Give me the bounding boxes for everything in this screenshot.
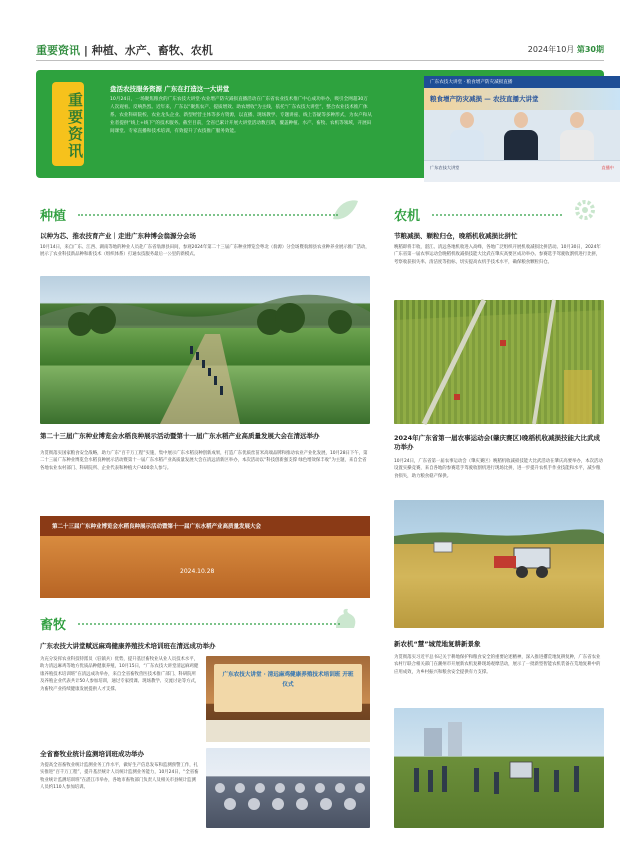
land-reclamation-photo — [394, 708, 604, 828]
planting-heading: 种植 — [40, 209, 67, 224]
section-topics: 种植、水产、畜牧、农机 — [91, 44, 213, 57]
guest-figure — [560, 112, 594, 160]
expert-figure — [504, 112, 538, 160]
aerial-fields-illustration — [394, 300, 604, 424]
planting-section-header — [40, 205, 370, 229]
machinery-heading: 农机 — [394, 209, 421, 224]
livestock-article-1-text: 为充分发挥农业科技特派员（驻镇兵）优势，提升基层畜牧业从业人员技术水平，助力清远麻鸡等地方优质品种健康养殖，10月15日，“广东农技大讲堂清远麻鸡健康养殖技术培训班”在清远成功举办，来自全省畜牧兽医技术推广部门、科研院所及养殖企业代表共计50人参加培训，通过专家授课、现场教学、交流讨论等方式，为畜牧产业持续健康发展提供人才支撑。 — [40, 657, 200, 692]
crowd-field-illustration — [394, 708, 604, 828]
host-figure — [450, 112, 484, 160]
livestock-heading: 畜牧 — [40, 618, 67, 633]
machinery-article-2-text: 10月24日，广东省第一届农事运动会（肇庆赛区）晚稻机收减损技能大比武活动在肇庆高要举办，本次活动设置实操竞赛，来自各地的参赛选手驾驶收割机进行现场比拼，进一步提升农机手作业技能和水平，减少粮食损失，助力粮食稳产保供。 — [394, 459, 603, 479]
livestream-photo — [424, 76, 620, 182]
planting-divider — [78, 214, 338, 216]
issue-date: 2024年10月 — [527, 45, 575, 54]
training-opening-photo — [206, 656, 370, 742]
livestock-article-1-title: 广东农技大讲堂赋远麻鸡健康养殖技术培训班在清远成功举办 — [40, 642, 216, 650]
machinery-article-2-title: 2024年广东省第一届农事运动会(肇庆赛区)晚稻机收减损技能大比武成功举办 — [394, 434, 601, 451]
livestock-article-2-text: 为提高全省畜牧业统计监测业务工作水平，做好生产信息发布和监测预警工作，扎实推进“百千万工程”，提升基层统计人员统计监测业务能力，10月24日，“全省畜牧业统计监测培训班”在湛江市举办，各地市畜牧部门负责人及相关市县统计监测人员约110人参加培训。 — [40, 763, 199, 791]
harvester-contest-photo — [394, 500, 604, 628]
livestock-section-header — [40, 614, 370, 638]
header-divider — [36, 60, 604, 61]
livestream-backdrop-text: 粮食增产防灾减损 — 农技直播大讲堂 — [430, 95, 539, 103]
feature-banner — [36, 70, 614, 178]
planting-article-2-text: 为贯彻落实国家粮食安全战略，助力广东“百千万工程”实施，集中展示广东水稻良种创新成果，打造广东优质丝苗米高端品牌和推动农业产业化发展，10月28日下午，第二十三届广东种业博览会水稻良种展示活动暨第十一届广东水稻产业高质量发展大会在清远清新区举办，本次活动以“科技创新强支撑 绿色增效保丰收”为主题，来自全省各地农业农村部门、科研院所、企业代表和种植大户400余人参与。 — [40, 451, 368, 471]
statistics-training-photo — [206, 748, 370, 828]
planting-article-1-title: 以种为芯、推农技育产业｜走进广东种博会翁源分会场 — [40, 232, 196, 240]
machinery-article-1-text: 晚稻即将丰收，湛江、清远各地机收进入高峰，各地广泛组织开展机收减损比拼活动。10月30日，2024年广东省第一届农事运动会晚稻机收减损技能大比武在肇庆高要区成功举办。参赛选手驾驶收割机进行比拼，考察收获损失率、清洁度等指标，切实提高农机手技术水平，确保粮食颗粒归仓。 — [394, 245, 601, 265]
issue-number: 第30期 — [576, 45, 604, 54]
livestream-top-caption: 广东农技大讲堂 · 粮食增产防灾减损直播 — [424, 76, 620, 88]
livestream-backdrop — [424, 88, 620, 110]
audience-illustration — [206, 748, 370, 828]
section-name: 重要资讯 — [36, 44, 80, 57]
livestock-divider — [78, 623, 340, 625]
livestream-bar-left: 广东农技大讲堂 — [430, 165, 460, 170]
machinery-article-3-title: 新农机“慧”城荒地复耕新景象 — [394, 640, 481, 648]
machinery-divider — [432, 214, 562, 216]
leaf-icon — [330, 197, 360, 223]
livestream-bar — [424, 160, 620, 182]
conference-stage-photo — [40, 516, 370, 598]
livestock-article-2-title: 全省畜牧业统计监测培训班成功举办 — [40, 750, 144, 758]
planting-article-2-title: 第二十三届广东种业博览会水稻良种展示活动暨第十一届广东水稻产业高质量发展大会在清远举办 — [40, 432, 320, 440]
banner-label: 重要资讯 — [52, 82, 84, 166]
section-separator: | — [83, 44, 88, 57]
banner-text: 10月24日，一场聚焦粮食的广东农技大讲堂·农业增产防灾减损直播活动在广东省农业技术推广中心成功举办，吸引全网超30万人次观看。反响热烈。近年来，广东以“聚焦农产、提质增效、助农增收”为主线，依托“广东农技大讲堂”，整合农业技术推广体系、农业科研院校、农业龙头企业、新型经营主体等多方资源，以直播、现场教学、专题讲座、线上答疑等多种形式，为农户和从业者提供“线上+线下”的技术服务。截至目前，全省已累计开展大讲堂活动数百期，覆盖种植、水产、畜牧、农机等领域，开展田间课堂、专家直播和技术培训，有效提升了农技推广服务效能。 — [110, 97, 372, 134]
section-title — [36, 42, 213, 58]
harvester-illustration — [394, 500, 604, 628]
field-visit-photo — [40, 276, 370, 424]
page-header — [36, 40, 604, 60]
banner-title: 盘活农技服务资源 广东在打造这一大讲堂 — [110, 85, 230, 93]
rooster-icon — [330, 606, 360, 632]
livestream-bar-right: 直播中 — [601, 165, 614, 170]
conference-date: 2024.10.28 — [180, 568, 215, 575]
field-visit-illustration — [40, 276, 370, 424]
gear-icon — [570, 197, 600, 223]
rice-harvest-aerial-photo — [394, 300, 604, 424]
issue-info — [528, 44, 604, 55]
machinery-section-header — [394, 205, 604, 229]
conference-backdrop-text: 第二十三届广东种业博览会水稻良种展示活动暨第十一届广东水稻产业高质量发展大会 — [52, 524, 262, 530]
machinery-article-1-title: 节粮减损、颗粒归仓，晚稻机收减损比拼忙 — [394, 232, 518, 240]
planting-article-1-text: 10月14日，来自广东、江西、湖南等地的种业人员赴广东省翁源县田间，参观2024年第二十三届广东种业博览会粤北（翁源）分会场暨翁源县农业种养业展示推广活动，展示了农业科技新品种和新技术（组织体系）打通农技服务最后一公里的新模式。 — [40, 245, 370, 258]
training-sign-text: 广东农技大讲堂 · 清远麻鸡健康养殖技术培训班 开班仪式 — [222, 672, 354, 688]
machinery-article-3-text: 为贯彻落实习近平总书记关于耕地保护和粮食安全的重要论述精神，深入推进撂荒地复耕复种，广东省农业农村厅联合相关部门在潮州市开展新农机复耕现场观摩活动，展示了一批新型智能农机装备在荒地复耕中的应用成效，为乡村振兴和粮食安全提供有力支撑。 — [394, 655, 601, 675]
